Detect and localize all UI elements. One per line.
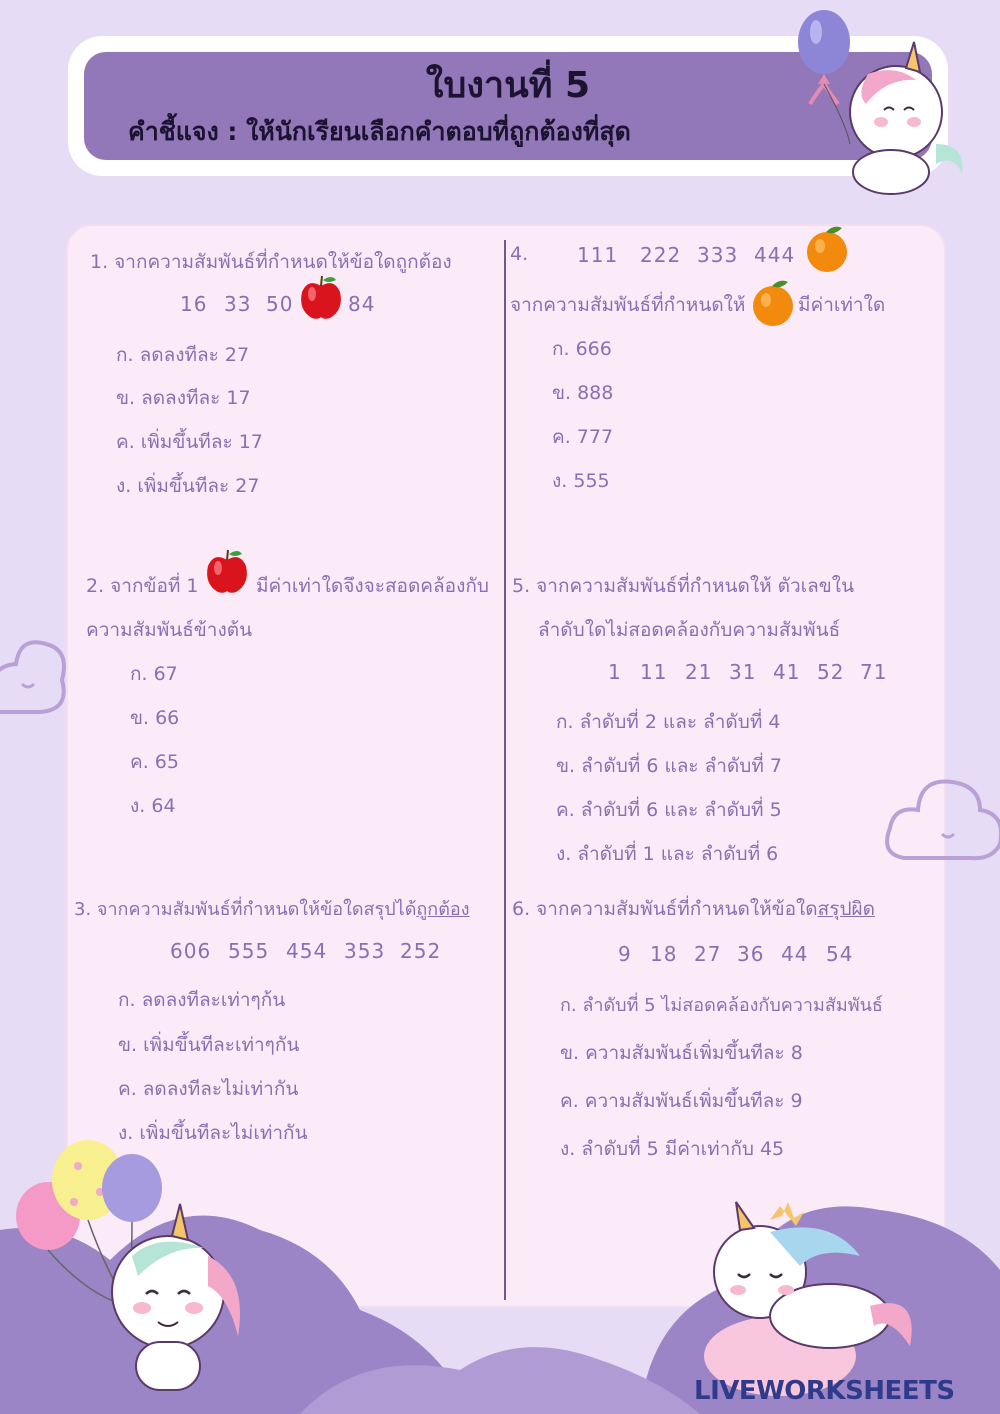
- q1-seq-1: 16: [180, 292, 208, 316]
- q5-seq-3: 21: [685, 660, 713, 684]
- sleeping-unicorn-illustration: [690, 1196, 930, 1396]
- q2-prompt-line2: ความสัมพันธ์ข้างต้น: [86, 619, 253, 641]
- q1-seq-2: 33: [224, 292, 252, 316]
- q6-option-c[interactable]: ค. ความสัมพันธ์เพิ่มขึ้นทีละ 9: [560, 1090, 803, 1112]
- q5-seq-7: 71: [860, 660, 888, 684]
- q2-option-b[interactable]: ข. 66: [130, 707, 180, 729]
- q2-option-c[interactable]: ค. 65: [130, 751, 179, 773]
- instruction-text: คำชี้แจง : ให้นักเรียนเลือกคำตอบที่ถูกต้องที่สุด: [128, 117, 631, 146]
- apple-icon: [298, 274, 344, 322]
- q5-seq-6: 52: [817, 660, 845, 684]
- q3-seq-3: 454: [286, 939, 328, 963]
- q6-seq-2: 18: [650, 942, 678, 966]
- q6-seq-6: 54: [826, 942, 854, 966]
- unicorn-balloon-illustration: [786, 4, 986, 204]
- q6-seq-4: 36: [737, 942, 765, 966]
- orange-icon: [750, 278, 796, 328]
- q1-option-c[interactable]: ค. เพิ่มขึ้นทีละ 17: [116, 431, 263, 453]
- q4-option-d[interactable]: ง. 555: [552, 470, 610, 492]
- q3-seq-1: 606: [170, 939, 212, 963]
- q4-number: 4.: [510, 243, 529, 265]
- q2-prompt-start: 2. จากข้อที่ 1: [86, 575, 199, 597]
- q3-option-a[interactable]: ก. ลดลงทีละเท่าๆก้น: [118, 989, 286, 1011]
- q2-option-a[interactable]: ก. 67: [130, 663, 178, 685]
- q4-seq-2: 222: [640, 243, 682, 267]
- q5-option-b[interactable]: ข. ลำดับที่ 6 และ ลำดับที่ 7: [556, 755, 782, 777]
- q1-seq-3: 50: [266, 292, 294, 316]
- q4-seq-3: 333: [697, 243, 739, 267]
- q2-option-d[interactable]: ง. 64: [130, 795, 176, 817]
- apple-icon: [204, 548, 250, 596]
- q4-seq-1: 111: [577, 243, 619, 267]
- unicorn-balloons-illustration: [8, 1136, 268, 1396]
- q6-seq-5: 44: [781, 942, 809, 966]
- q3-option-b[interactable]: ข. เพิ่มขึ้นทีละเท่าๆกัน: [118, 1034, 300, 1056]
- q4-option-c[interactable]: ค. 777: [552, 426, 614, 448]
- column-divider: [504, 240, 506, 1300]
- q5-seq-4: 31: [729, 660, 757, 684]
- liveworksheets-watermark: LIVEWORKSHEETS: [694, 1376, 955, 1406]
- q4-option-b[interactable]: ข. 888: [552, 382, 614, 404]
- orange-icon: [804, 224, 850, 274]
- q5-seq-1: 1: [608, 660, 622, 684]
- q3-option-c[interactable]: ค. ลดลงทีละไม่เท่ากัน: [118, 1078, 299, 1100]
- q6-seq-1: 9: [618, 942, 632, 966]
- q3-seq-2: 555: [228, 939, 270, 963]
- cloud-right-decoration: [884, 764, 1000, 864]
- cloud-left-decoration: [0, 626, 72, 722]
- q4-option-a[interactable]: ก. 666: [552, 338, 612, 360]
- page-title: ใบงานที่ 5: [425, 65, 591, 106]
- q3-prompt: 3. จากความสัมพันธ์ที่กำหนดให้ข้อใดสรุปได้ถูกต้อง: [74, 899, 470, 920]
- q1-option-a[interactable]: ก. ลดลงทีละ 27: [116, 344, 250, 366]
- q6-prompt: 6. จากความสัมพันธ์ที่กำหนดให้ข้อใดสรุปผิด: [512, 898, 875, 920]
- q5-option-a[interactable]: ก. ลำดับที่ 2 และ ลำดับที่ 4: [556, 711, 781, 733]
- q2-prompt-end: มีค่าเท่าใดจึงจะสอดคล้องกับ: [256, 575, 489, 597]
- q3-option-d[interactable]: ง. เพิ่มขึ้นทีละไม่เท่ากัน: [118, 1122, 308, 1144]
- q5-option-d[interactable]: ง. ลำดับที่ 1 และ ลำดับที่ 6: [556, 843, 779, 865]
- q5-prompt-line2: ลำดับใดไม่สอดคล้องกับความสัมพันธ์: [538, 619, 841, 641]
- q4-seq-4: 444: [754, 243, 796, 267]
- q5-prompt: 5. จากความสัมพันธ์ที่กำหนดให้ ตัวเลขใน: [512, 575, 855, 597]
- q6-option-a[interactable]: ก. ลำดับที่ 5 ไม่สอดคล้องกับความสัมพันธ์: [560, 995, 883, 1016]
- q5-option-c[interactable]: ค. ลำดับที่ 6 และ ลำดับที่ 5: [556, 799, 782, 821]
- q1-prompt: 1. จากความสัมพันธ์ที่กำหนดให้ข้อใดถูกต้อง: [90, 251, 452, 273]
- q1-option-b[interactable]: ข. ลดลงทีละ 17: [116, 387, 251, 409]
- q6-seq-3: 27: [694, 942, 722, 966]
- q1-option-d[interactable]: ง. เพิ่มขึ้นทีละ 27: [116, 475, 260, 497]
- q6-prompt-underlined: สรุปผิด: [817, 898, 875, 920]
- q3-seq-5: 252: [400, 939, 442, 963]
- q5-seq-2: 11: [640, 660, 668, 684]
- q6-option-b[interactable]: ข. ความสัมพันธ์เพิ่มขึ้นทีละ 8: [560, 1042, 803, 1064]
- q4-prompt-end: มีค่าเท่าใด: [798, 294, 886, 316]
- q5-seq-5: 41: [773, 660, 801, 684]
- q1-seq-4: 84: [348, 292, 376, 316]
- q3-prompt-underlined: ถูกต้อง: [416, 899, 470, 920]
- q6-option-d[interactable]: ง. ลำดับที่ 5 มีค่าเท่ากับ 45: [560, 1138, 785, 1160]
- q3-seq-4: 353: [344, 939, 386, 963]
- q4-prompt-start: จากความสัมพันธ์ที่กำหนดให้: [510, 294, 746, 316]
